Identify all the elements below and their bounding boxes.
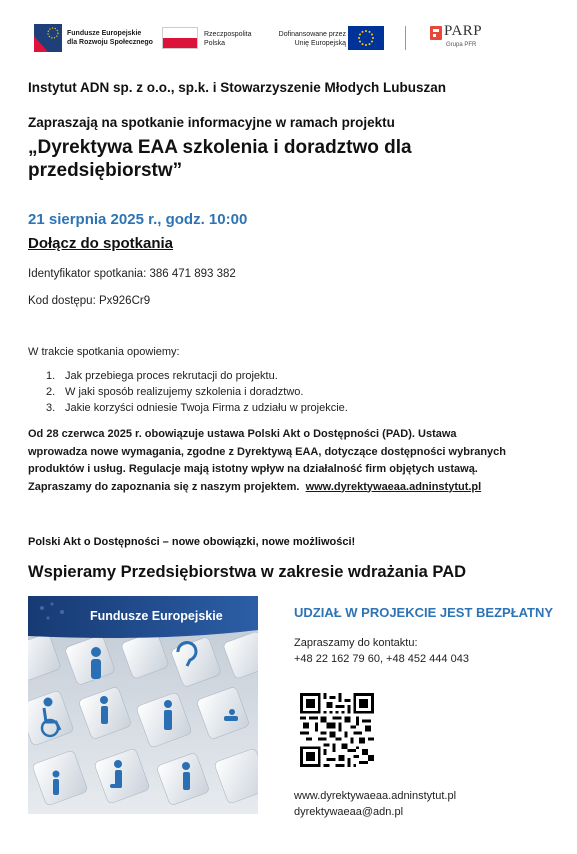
funds-logo-line2: dla Rozwoju Społecznego bbox=[67, 39, 153, 46]
law-paragraph bbox=[28, 426, 538, 496]
list-item bbox=[28, 384, 348, 400]
list-item-text: Jakie korzyści odniesie Twoja Firma z udziału w projekcie. bbox=[65, 402, 348, 414]
law-line-3: produktów i usług. Regulacje mają istotny wpływ na działalność firm objętych ustawą. bbox=[28, 463, 478, 475]
eu-logo-line2: Unię Europejską bbox=[294, 40, 346, 47]
poland-logo bbox=[162, 25, 272, 51]
qr-code-icon[interactable] bbox=[300, 693, 374, 767]
eu-flag-icon bbox=[348, 26, 384, 50]
list-item-text: W jaki sposób realizujemy szkolenia i doradztwo. bbox=[65, 386, 304, 398]
agenda-list bbox=[28, 368, 348, 416]
contact-phones: +48 22 162 79 60, +48 452 444 043 bbox=[294, 653, 469, 665]
project-title: „Dyrektywa EAA szkolenia i doradztwo dla przedsiębiorstw” bbox=[28, 137, 412, 181]
pad-subtitle: Polski Akt o Dostępności – nowe obowiązki, nowe możliwości! bbox=[28, 536, 356, 548]
parp-logo-group: Grupa PFR bbox=[446, 42, 477, 48]
access-code: Kod dostępu: Px926Cr9 bbox=[28, 295, 151, 307]
list-item bbox=[28, 368, 348, 384]
parp-logo-name: PARP bbox=[444, 23, 483, 39]
accessibility-tiles-image bbox=[28, 596, 258, 814]
list-item-number: 2. bbox=[46, 386, 56, 398]
law-line-1: Od 28 czerwca 2025 r. obowiązuje ustawa Polski Akt o Dostępności (PAD). Ustawa bbox=[28, 428, 457, 440]
illustration-header: Fundusze Europejskie bbox=[90, 609, 223, 623]
law-line-4-text: Zapraszamy do zapoznania się z naszym projektem. bbox=[28, 480, 300, 493]
parp-logo bbox=[430, 24, 510, 54]
agenda-intro: W trakcie spotkania opowiemy: bbox=[28, 346, 180, 358]
project-website-link[interactable]: www.dyrektywaeaa.adninstytut.pl bbox=[305, 480, 482, 493]
accessibility-illustration bbox=[28, 596, 258, 814]
free-participation: UDZIAŁ W PROJEKCIE JEST BEZPŁATNY bbox=[294, 605, 554, 620]
funds-logo bbox=[34, 24, 164, 52]
join-meeting-link[interactable]: Dołącz do spotkania bbox=[28, 235, 174, 252]
list-item-text: Jak przebiega proces rekrutacji do projektu. bbox=[65, 370, 278, 382]
funds-logo-line1: Fundusze Europejskie bbox=[67, 30, 142, 37]
invite-line: Zapraszają na spotkanie informacyjne w ramach projektu bbox=[28, 115, 395, 130]
logo-divider bbox=[405, 26, 406, 50]
poland-flag-icon bbox=[162, 27, 198, 49]
contact-email-link[interactable]: dyrektywaeaa@adn.pl bbox=[294, 806, 404, 818]
poland-logo-line1: Rzeczpospolita bbox=[204, 31, 252, 38]
contact-invite: Zapraszamy do kontaktu: bbox=[294, 637, 418, 649]
list-item-number: 3. bbox=[46, 402, 56, 414]
list-item-number: 1. bbox=[46, 370, 56, 382]
meeting-date: 21 sierpnia 2025 r., godz. 10:00 bbox=[28, 211, 248, 228]
law-line-4 bbox=[28, 479, 538, 497]
parp-mark-icon bbox=[430, 26, 442, 40]
organizers-line: Instytut ADN sp. z o.o., sp.k. i Stowarzyszenie Młodych Lubuszan bbox=[28, 80, 447, 95]
meeting-id: Identyfikator spotkania: 386 471 893 382 bbox=[28, 268, 236, 280]
pad-title: Wspieramy Przedsiębiorstwa w zakresie wdrażania PAD bbox=[28, 563, 467, 581]
poland-logo-line2: Polska bbox=[204, 40, 226, 47]
funds-flag-icon bbox=[34, 24, 62, 52]
eu-logo bbox=[268, 25, 383, 51]
list-item bbox=[28, 400, 348, 416]
law-line-2: wprowadza nowe wymagania, zgodne z Dyrektywą EAA, dotyczące dostępności wybranych bbox=[28, 445, 507, 458]
contact-website-link[interactable]: www.dyrektywaeaa.adninstytut.pl bbox=[294, 790, 457, 802]
eu-logo-line1: Dofinansowane przez bbox=[278, 31, 346, 38]
